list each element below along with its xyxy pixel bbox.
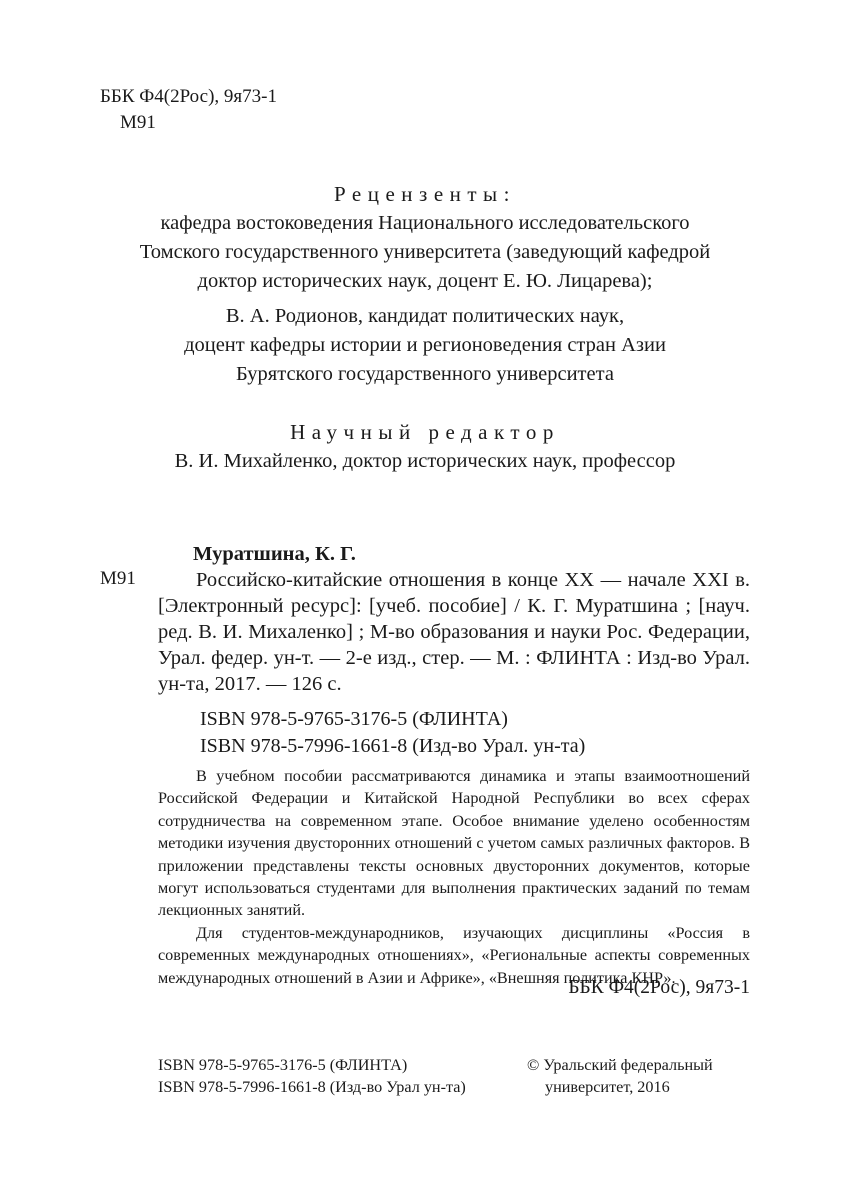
record-author: Муратшина, К. Г. [193, 543, 356, 565]
copyright-line: © Уральский федеральный [527, 1056, 713, 1074]
reviewer-org-line: Томского государственного университета (заведующий кафедрой [139, 241, 711, 263]
reviewer-org-line: кафедра востоковедения Национального исследовательского [160, 212, 690, 234]
editor-heading: Научный редактор [290, 420, 560, 444]
record-margin-code: М91 [100, 568, 136, 589]
bbk-classification [100, 84, 277, 136]
author-sign: М91 [120, 112, 156, 133]
reviewer-person-line: В. А. Родионов, кандидат политических наук, [225, 305, 625, 327]
reviewer-org-line: доктор исторических наук, доцент Е. Ю. Лицарева); [197, 270, 653, 292]
annotation [158, 765, 750, 989]
isbn-ural: ISBN 978-5-7996-1661-8 (Изд-во Урал. ун-та) [200, 735, 586, 757]
footer-isbn-ural: ISBN 978-5-7996-1661-8 (Изд-во Урал ун-та) [158, 1078, 466, 1097]
bbk-bottom: ББК Ф4(2Рос), 9я73-1 [568, 977, 750, 998]
copyright-line: университет, 2016 [545, 1078, 670, 1097]
annotation-paragraph: Для студентов-международников, изучающих дисциплины «Россия в современных международных отношениях», «Региональные аспекты современных международных отношений в Азии и Африке», «Внешняя политика КНР». [158, 923, 750, 987]
editor-name: В. И. Михайленко, доктор исторических наук, профессор [174, 450, 676, 472]
editor-section [100, 418, 750, 476]
reviewers-heading: Рецензенты: [334, 182, 516, 206]
reviewer-person-line: доцент кафедры истории и регионоведения стран Азии [184, 334, 666, 356]
bbk-code: ББК Ф4(2Рос), 9я73-1 [100, 86, 277, 107]
record-isbn-block [200, 706, 585, 760]
footer-isbn-flinta: ISBN 978-5-9765-3176-5 (ФЛИНТА) [158, 1056, 408, 1074]
isbn-flinta: ISBN 978-5-9765-3176-5 (ФЛИНТА) [200, 708, 508, 730]
reviewers-section [100, 180, 750, 389]
footer-isbn-block [158, 1054, 466, 1099]
copyright-notice [527, 1054, 713, 1099]
annotation-paragraph: В учебном пособии рассматриваются динамика и этапы взаимоотношений Российской Федерации и Китайской Народной Республики во всех сферах сотрудничества на современном этапе. Особое внимание уделено особенностям методики изучения двусторонних отношений с учетом самых различных факторов. В приложении представлены тексты основных двусторонних документов, которые могут использоваться студентами для выполнения практических заданий по темам лекционных занятий. [158, 767, 750, 920]
record-description: Российско-китайские отношения в конце XX — начале XXI в. [Электронный ресурс]: [учеб. пособие] / К. Г. Муратшина ; [науч. ред. В. И. Михаленко] ; М-во образования и науки Рос. Федерации, Урал. федер. ун-т. — 2-е изд., стер. — М. : ФЛИНТА : Изд-во Урал. ун-та, 2017. — 126 с. [158, 569, 750, 695]
reviewer-person-line: Бурятского государственного университета [236, 363, 614, 385]
